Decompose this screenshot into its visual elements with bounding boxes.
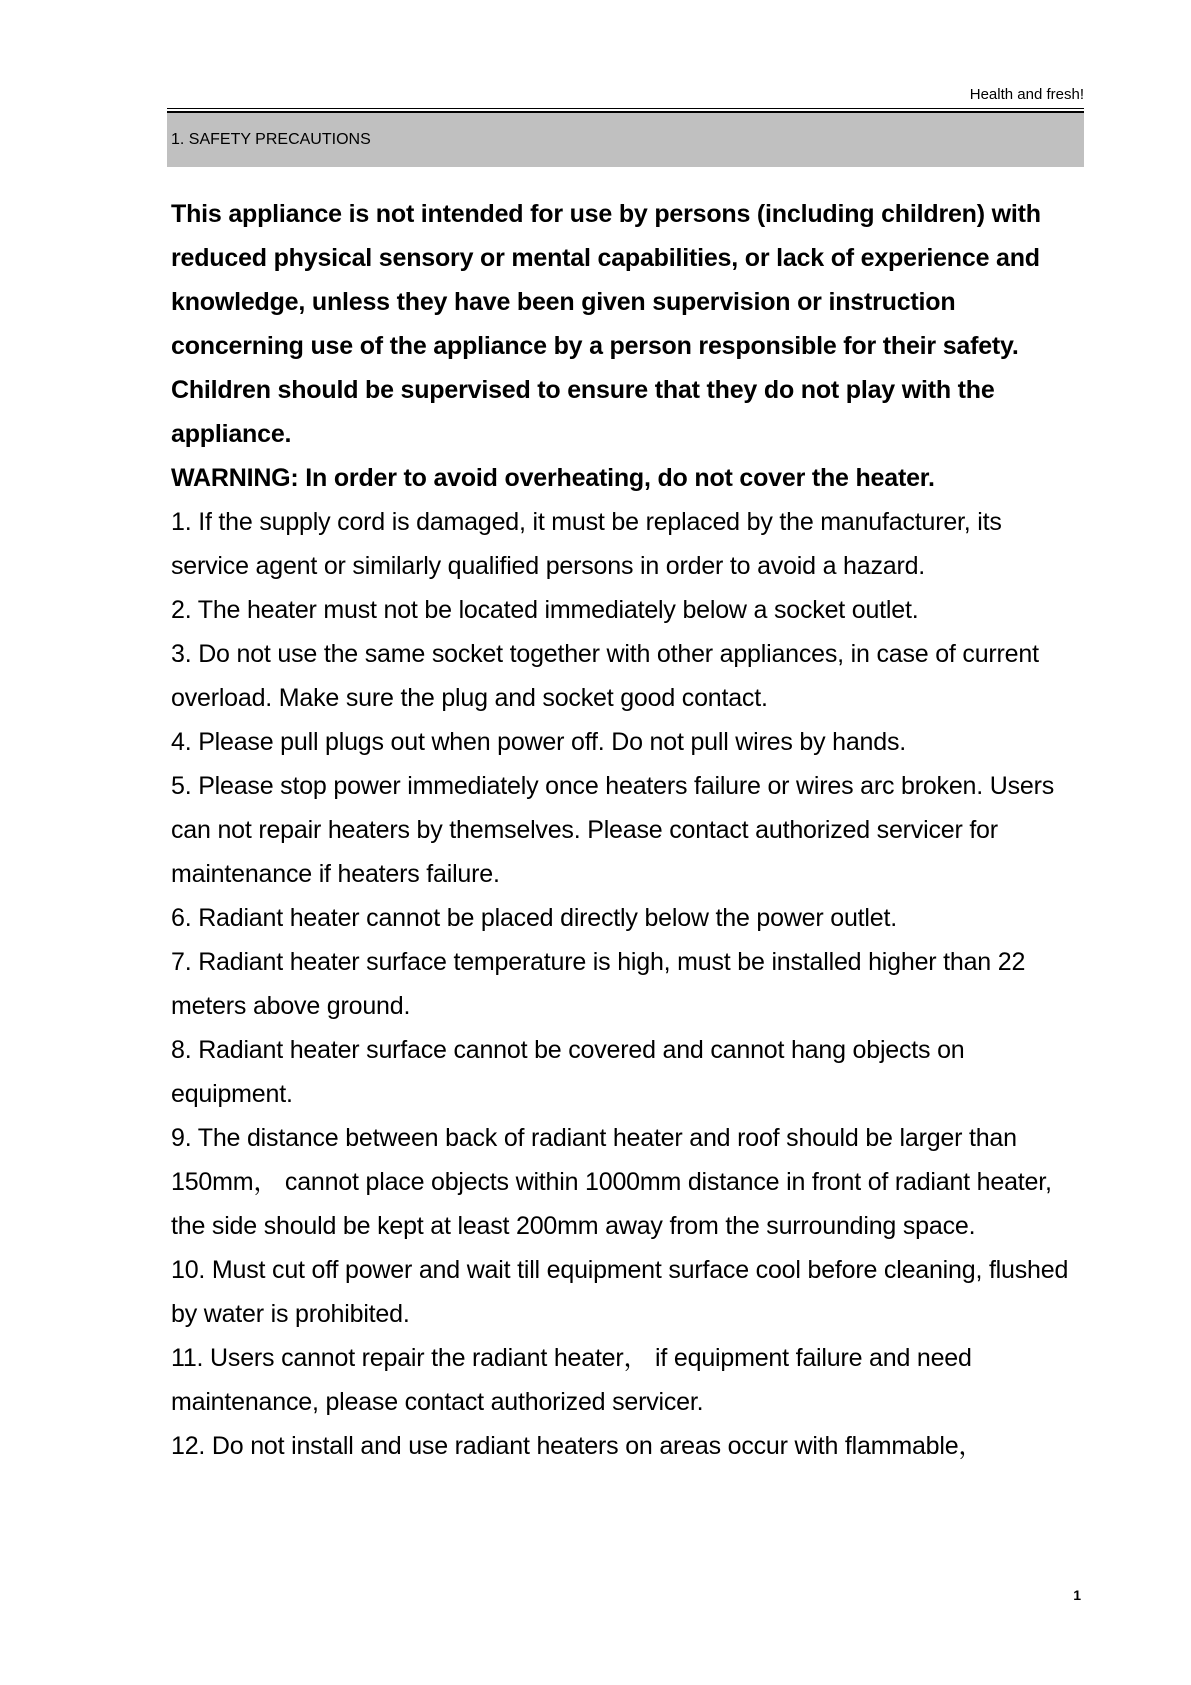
header-tagline: Health and fresh! xyxy=(969,86,1084,103)
precaution-item-4: 4. Please pull plugs out when power off. Do not pull wires by hands. xyxy=(171,728,906,756)
precaution-item-5: 5. Please stop power immediately once heaters failure or wires arc broken. Users can not repair heaters by themselves. Please contact authorized servicer for maintenance if heaters failure. xyxy=(171,772,1055,888)
precaution-item-12: 12. Do not install and use radiant heaters on areas occur with flammable， xyxy=(171,1432,984,1460)
page-number: 1 xyxy=(1073,1587,1081,1603)
section-title: 1. SAFETY PRECAUTIONS xyxy=(171,131,371,148)
document-body xyxy=(171,192,1086,1468)
header-rule xyxy=(167,108,1084,109)
safety-intro-paragraph: This appliance is not intended for use by persons (including children) with reduced physical sensory or mental capabilities, or lack of experience and knowledge, unless they have been given supervision or instruction concerning use of the appliance by a person responsible for their safety. xyxy=(171,200,1041,360)
precaution-item-6: 6. Radiant heater cannot be placed directly below the power outlet. xyxy=(171,904,897,932)
precaution-item-7: 7. Radiant heater surface temperature is high, must be installed higher than 22 meters above ground. xyxy=(171,948,1026,1020)
precaution-item-11: 11. Users cannot repair the radiant heater， if equipment failure and need maintenance, please contact authorized servicer. xyxy=(171,1344,972,1416)
precaution-item-8: 8. Radiant heater surface cannot be covered and cannot hang objects on equipment. xyxy=(171,1036,965,1108)
warning-paragraph: WARNING: In order to avoid overheating, do not cover the heater. xyxy=(171,464,935,492)
section-heading-bar xyxy=(167,113,1084,167)
precaution-item-10: 10. Must cut off power and wait till equipment surface cool before cleaning, flushed by water is prohibited. xyxy=(171,1256,1069,1328)
precaution-item-1: 1. If the supply cord is damaged, it must be replaced by the manufacturer, its service agent or similarly qualified persons in order to avoid a hazard. xyxy=(171,508,1002,580)
precaution-item-9: 9. The distance between back of radiant heater and roof should be larger than 150mm， cannot place objects within 1000mm distance in front of radiant heater, the side should be kept at least 200mm away from the surrounding space. xyxy=(171,1124,1052,1240)
children-supervision-paragraph: Children should be supervised to ensure that they do not play with the appliance. xyxy=(171,376,995,448)
precaution-item-3: 3. Do not use the same socket together with other appliances, in case of current overload. Make sure the plug and socket good contact. xyxy=(171,640,1039,712)
precaution-item-2: 2. The heater must not be located immediately below a socket outlet. xyxy=(171,596,919,624)
